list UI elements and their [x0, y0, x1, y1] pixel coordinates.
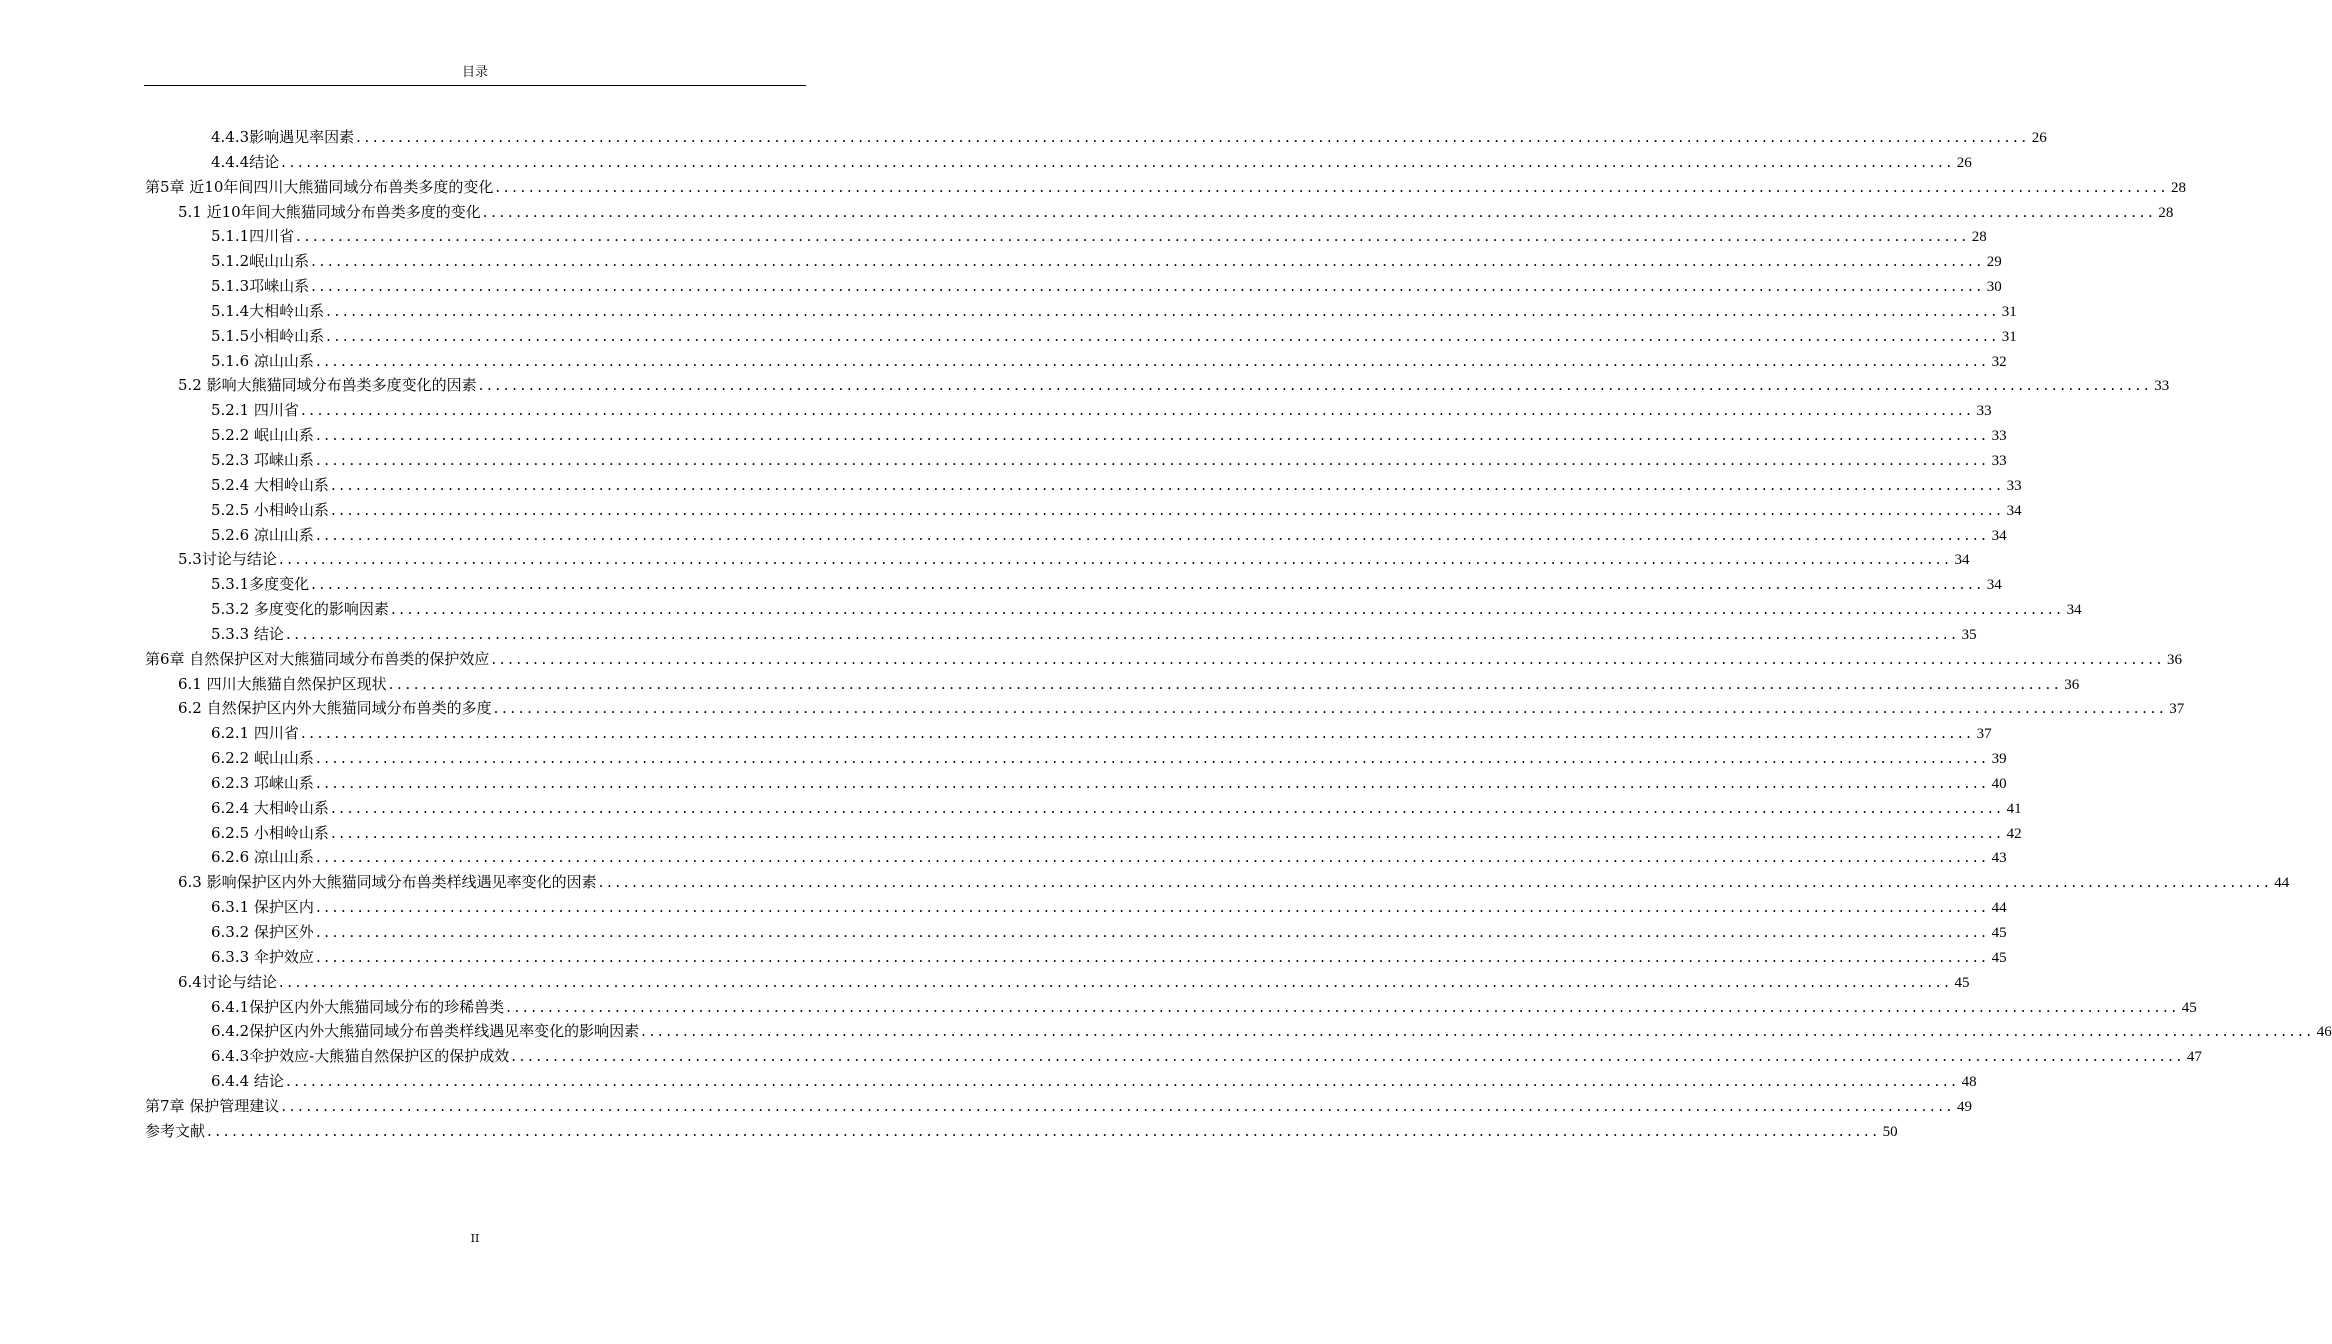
toc-entry-title: 6.3.1 保护区内 — [211, 898, 314, 917]
toc-entry-title: 第5章 近10年间四川大熊猫同域分布兽类多度的变化 — [145, 177, 494, 196]
toc-dot-leader: ........................................................................................................................................................................................................ — [278, 972, 1953, 991]
toc-dot-leader: ........................................................................................................................................................................................................ — [315, 773, 1990, 792]
toc-page-number: 47 — [2186, 1049, 2202, 1066]
toc-entry-title: 6.2.2 岷山山系 — [211, 749, 314, 768]
toc-page-number: 31 — [2001, 328, 2017, 345]
toc-entry[interactable] — [145, 151, 1972, 176]
toc-entry[interactable] — [145, 225, 1987, 250]
toc-entry-title: 4.4.3影响遇见率因素 — [211, 128, 355, 146]
toc-dot-leader: ........................................................................................................................................................................................................ — [315, 351, 1990, 370]
toc-entry-title: 5.3讨论与结论 — [178, 550, 277, 569]
toc-entry-title: 5.2.1 四川省 — [211, 401, 299, 420]
toc-entry[interactable] — [145, 1120, 1898, 1145]
toc-page-number: 45 — [1954, 974, 1970, 991]
toc-entry[interactable] — [145, 250, 2002, 275]
toc-entry-title: 参考文献 — [145, 1121, 206, 1140]
toc-page-number: 45 — [2181, 999, 2197, 1016]
toc-page-number: 49 — [1956, 1098, 1972, 1115]
toc-entry-title: 6.3 影响保护区内外大熊猫同域分布兽类样线遇见率变化的因素 — [178, 873, 597, 892]
toc-dot-leader: ........................................................................................................................................................................................................ — [493, 699, 2168, 718]
toc-dot-leader: ........................................................................................................................................................................................................ — [285, 1072, 1960, 1091]
toc-entry[interactable] — [145, 946, 2007, 971]
toc-dot-leader: ........................................................................................................................................................................................................ — [311, 575, 1985, 594]
toc-page-number: 36 — [2166, 651, 2182, 668]
toc-entry[interactable] — [145, 176, 2187, 201]
toc-entry-title: 5.3.1多度变化 — [211, 575, 310, 594]
toc-entry[interactable] — [145, 374, 2170, 399]
toc-dot-leader: ........................................................................................................................................................................................................ — [506, 997, 2180, 1016]
toc-entry[interactable] — [145, 1045, 2202, 1070]
page-number: II — [470, 1232, 480, 1245]
toc-entry-title: 6.3.2 保护区外 — [211, 923, 314, 941]
toc-dot-leader: ........................................................................................................................................................................................................ — [330, 500, 2005, 519]
toc-page-number: 50 — [1882, 1123, 1898, 1140]
toc-entry[interactable] — [145, 996, 2197, 1021]
toc-entry[interactable] — [145, 822, 2022, 847]
toc-page-number: 33 — [1991, 428, 2007, 445]
toc-entry-title: 5.1 近10年间大熊猫同域分布兽类多度的变化 — [178, 202, 481, 221]
toc-entry[interactable] — [145, 971, 1970, 996]
toc-entry[interactable] — [145, 499, 2022, 524]
toc-entry-title: 4.4.4结论 — [211, 152, 280, 171]
toc-page-number: 28 — [1971, 229, 1987, 246]
toc-entry-title: 5.1.2岷山山系 — [211, 252, 310, 271]
toc-entry-title: 6.4.2保护区内外大熊猫同域分布兽类样线遇见率变化的影响因素 — [211, 1022, 640, 1041]
toc-dot-leader: ........................................................................................................................................................................................................ — [495, 177, 2170, 196]
toc-entry-title: 6.2 自然保护区内外大熊猫同域分布兽类的多度 — [178, 699, 492, 718]
toc-entry[interactable] — [145, 772, 2007, 797]
toc-dot-leader: ........................................................................................................................................................................................................ — [300, 401, 1975, 420]
toc-page-number: 34 — [2066, 602, 2082, 619]
toc-dot-leader: ........................................................................................................................................................................................................ — [315, 848, 1990, 867]
toc-page-number: 26 — [1956, 154, 1972, 171]
toc-page-number: 42 — [2006, 825, 2022, 842]
toc-dot-leader: ........................................................................................................................................................................................................ — [281, 1096, 1955, 1115]
toc-dot-leader: ........................................................................................................................................................................................................ — [326, 326, 2000, 345]
toc-entry[interactable] — [145, 598, 2082, 623]
toc-entry-title: 6.2.6 凉山山系 — [211, 848, 314, 867]
toc-dot-leader: ........................................................................................................................................................................................................ — [315, 450, 1990, 469]
toc-entry-title: 6.2.3 邛崃山系 — [211, 773, 314, 792]
toc-dot-leader: ........................................................................................................................................................................................................ — [511, 1047, 2185, 1066]
toc-page-number: 39 — [1991, 751, 2007, 768]
toc-page-number: 37 — [2169, 701, 2185, 718]
toc-page-number: 33 — [2006, 477, 2022, 494]
toc-entry-title: 5.3.3 结论 — [211, 624, 284, 643]
toc-dot-leader: ........................................................................................................................................................................................................ — [315, 749, 1990, 768]
toc-dot-leader: ........................................................................................................................................................................................................ — [285, 624, 1960, 643]
toc-page-number: 34 — [1986, 577, 2002, 594]
toc-entry[interactable] — [145, 300, 2017, 325]
toc-dot-leader: ........................................................................................................................................................................................................ — [207, 1121, 1881, 1140]
toc-dot-leader: ........................................................................................................................................................................................................ — [300, 724, 1975, 743]
toc-entry-title: 5.1.6 凉山山系 — [211, 351, 314, 370]
header-divider — [144, 85, 806, 86]
toc-entry[interactable] — [145, 1095, 1972, 1120]
toc-dot-leader: ........................................................................................................................................................................................................ — [311, 277, 1985, 296]
toc-entry[interactable] — [145, 474, 2022, 499]
toc-entry-title: 5.1.4大相岭山系 — [211, 301, 325, 320]
toc-entry-title: 5.3.2 多度变化的影响因素 — [211, 600, 389, 619]
toc-dot-leader: ........................................................................................................................................................................................................ — [330, 823, 2005, 842]
toc-entry[interactable] — [145, 399, 1992, 424]
toc-page-number: 31 — [2001, 303, 2017, 320]
toc-entry-title: 6.2.4 大相岭山系 — [211, 798, 329, 817]
toc-dot-leader: ........................................................................................................................................................................................................ — [330, 798, 2005, 817]
toc-page-number: 44 — [1991, 900, 2007, 917]
toc-page-number: 43 — [1991, 850, 2007, 867]
toc-entry-title: 5.2.6 凉山山系 — [211, 525, 314, 544]
toc-entry-title: 5.1.3邛崃山系 — [211, 277, 310, 296]
toc-entry[interactable] — [145, 722, 1992, 747]
toc-page-number: 45 — [1991, 925, 2007, 941]
toc-page-number: 28 — [2158, 204, 2174, 221]
toc-page-number: 28 — [2171, 179, 2187, 196]
toc-entry[interactable] — [145, 201, 2174, 226]
toc-entry[interactable] — [145, 697, 2185, 722]
toc-dot-leader: ........................................................................................................................................................................................................ — [315, 898, 1990, 917]
toc-entry-title: 6.2.1 四川省 — [211, 724, 299, 743]
toc-page-number: 46 — [2316, 1024, 2332, 1041]
toc-page-number: 34 — [2006, 502, 2022, 519]
toc-page-number: 41 — [2006, 800, 2022, 817]
toc-page-number: 26 — [2031, 130, 2047, 146]
toc-dot-leader: ........................................................................................................................................................................................................ — [296, 227, 1970, 246]
toc-page-number: 44 — [2274, 875, 2290, 892]
toc-page-number: 40 — [1991, 775, 2007, 792]
toc-page-number: 34 — [1954, 552, 1970, 569]
toc-page-number: 32 — [1991, 353, 2007, 370]
toc-entry-title: 5.1.5小相岭山系 — [211, 326, 325, 345]
toc-entry-title: 5.2.5 小相岭山系 — [211, 500, 329, 519]
toc-entry-title: 第6章 自然保护区对大熊猫同域分布兽类的保护效应 — [145, 649, 490, 668]
toc-entry[interactable] — [145, 424, 2007, 449]
toc-page-number: 37 — [1976, 726, 1992, 743]
toc-entry[interactable] — [145, 896, 2007, 921]
toc-dot-leader: ........................................................................................................................................................................................................ — [281, 152, 1955, 171]
toc-entry-title: 6.4讨论与结论 — [178, 972, 277, 991]
toc-entry[interactable] — [145, 350, 2007, 375]
toc-dot-leader: ........................................................................................................................................................................................................ — [482, 202, 2157, 221]
toc-entry[interactable] — [145, 673, 2080, 698]
toc-page-number: 34 — [1991, 527, 2007, 544]
toc-dot-leader: ........................................................................................................................................................................................................ — [641, 1022, 2315, 1041]
toc-dot-leader: ........................................................................................................................................................................................................ — [311, 252, 1985, 271]
toc-entry-title: 5.2.4 大相岭山系 — [211, 475, 329, 494]
toc-entry-title: 6.2.5 小相岭山系 — [211, 823, 329, 842]
toc-page-number: 35 — [1961, 626, 1977, 643]
toc-dot-leader: ........................................................................................................................................................................................................ — [356, 128, 2030, 146]
toc-entry[interactable] — [145, 126, 2047, 151]
toc-entry[interactable] — [145, 524, 2007, 549]
toc-dot-leader: ........................................................................................................................................................................................................ — [315, 947, 1990, 966]
toc-entry[interactable] — [145, 449, 2007, 474]
toc-entry[interactable] — [145, 573, 2002, 598]
toc-entry-title: 6.1 四川大熊猫自然保护区现状 — [178, 674, 387, 693]
toc-page-number: 48 — [1961, 1074, 1977, 1091]
toc-dot-leader: ........................................................................................................................................................................................................ — [315, 923, 1990, 941]
toc-entry[interactable] — [145, 747, 2007, 772]
toc-entry[interactable] — [145, 871, 2290, 896]
toc-entry-title: 6.3.3 伞护效应 — [211, 947, 314, 966]
toc-entry-title: 6.4.3伞护效应-大熊猫自然保护区的保护成效 — [211, 1047, 510, 1066]
toc-entry[interactable] — [145, 623, 1977, 648]
toc-entry[interactable] — [145, 548, 1970, 573]
toc-page-number: 45 — [1991, 949, 2007, 966]
toc-entry[interactable] — [145, 797, 2022, 822]
toc-dot-leader: ........................................................................................................................................................................................................ — [326, 301, 2000, 320]
toc-dot-leader: ........................................................................................................................................................................................................ — [491, 649, 2165, 668]
toc-page-number: 33 — [1976, 403, 1992, 420]
page-header-title: 目录 — [461, 65, 488, 80]
toc-page-number: 30 — [1986, 279, 2002, 296]
toc-entry[interactable] — [145, 275, 2002, 300]
toc-entry-title: 6.4.1保护区内外大熊猫同域分布的珍稀兽类 — [211, 997, 505, 1016]
toc-entry-title: 第7章 保护管理建议 — [145, 1096, 280, 1115]
toc-entry[interactable] — [145, 648, 2182, 673]
table-of-contents — [145, 126, 2332, 1145]
toc-entry-title: 5.1.1四川省 — [211, 227, 295, 246]
toc-dot-leader: ........................................................................................................................................................................................................ — [478, 376, 2153, 395]
toc-entry-title: 6.4.4 结论 — [211, 1072, 284, 1091]
toc-page-number: 33 — [1991, 452, 2007, 469]
toc-page-number: 29 — [1986, 254, 2002, 271]
toc-page-number: 33 — [2154, 378, 2170, 395]
toc-entry[interactable] — [145, 325, 2017, 350]
toc-entry[interactable] — [145, 846, 2007, 871]
toc-dot-leader: ........................................................................................................................................................................................................ — [278, 550, 1953, 569]
toc-dot-leader: ........................................................................................................................................................................................................ — [390, 600, 2065, 619]
toc-entry-title: 5.2 影响大熊猫同域分布兽类多度变化的因素 — [178, 376, 477, 395]
toc-entry[interactable] — [145, 921, 2007, 946]
toc-entry-title: 5.2.2 岷山山系 — [211, 426, 314, 445]
toc-dot-leader: ........................................................................................................................................................................................................ — [315, 426, 1990, 445]
toc-entry-title: 5.2.3 邛崃山系 — [211, 450, 314, 469]
toc-dot-leader: ........................................................................................................................................................................................................ — [598, 873, 2273, 892]
toc-dot-leader: ........................................................................................................................................................................................................ — [330, 475, 2005, 494]
toc-entry[interactable] — [145, 1070, 1977, 1095]
toc-page-number: 36 — [2064, 676, 2080, 693]
toc-entry[interactable] — [145, 1020, 2332, 1045]
toc-dot-leader: ........................................................................................................................................................................................................ — [315, 525, 1990, 544]
toc-dot-leader: ........................................................................................................................................................................................................ — [388, 674, 2063, 693]
